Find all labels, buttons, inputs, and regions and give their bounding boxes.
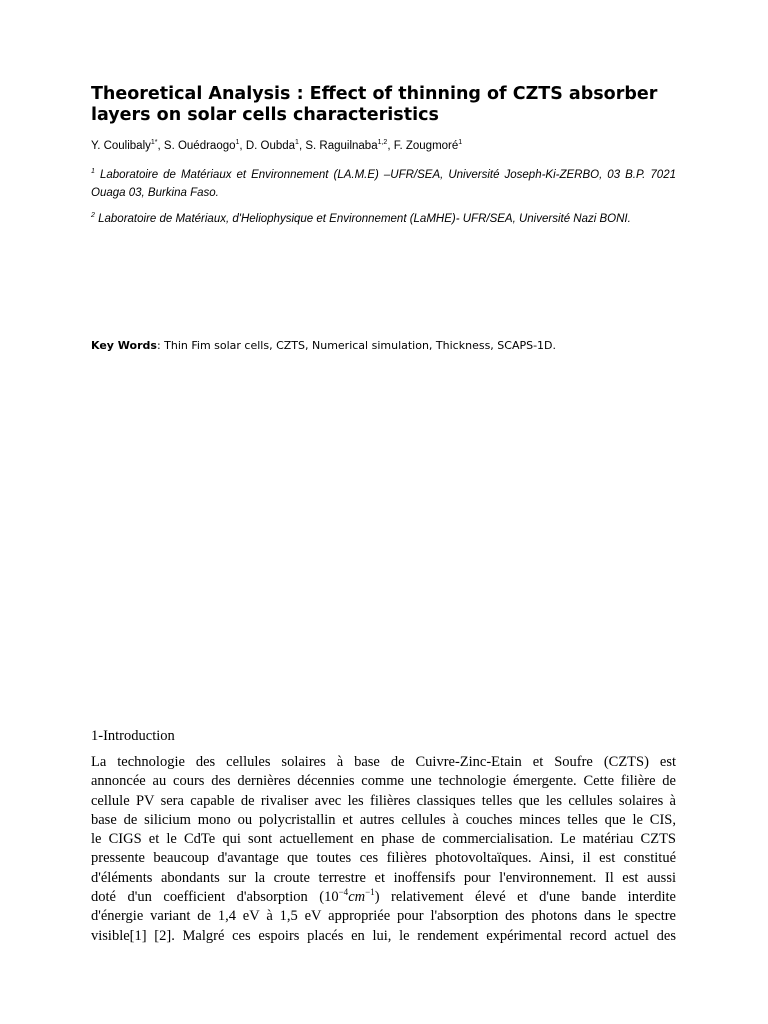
body-line: le CIGS et le CdTe qui sont actuellement en phase de commercialisation. Le matériau CZTS — [91, 831, 676, 848]
author: S. Ouédraogo$^1$, — [163, 139, 246, 152]
affiliation: $^1$ Laboratoire de Matériaux et Environnement (LA.M.E) –UFR/SEA, Université Joseph-Ki-ZERBO, 03 B.P. 7021 Ouaga 03, Burkina Faso. — [91, 168, 676, 199]
section-heading: 1-Introduction — [91, 728, 175, 744]
body-paragraph — [91, 753, 676, 946]
author: F. Zougmoré$^1$ — [393, 139, 463, 152]
body-line: La technologie des cellules solaires à base de Cuivre-Zinc-Etain et Soufre (CZTS) est — [91, 754, 676, 770]
author: D. Oubda$^1$, — [245, 139, 306, 152]
author: S. Raguilnaba$^{1,2}$, — [305, 139, 394, 152]
keywords — [91, 338, 681, 354]
affiliation: $^2$ Laboratoire de Matériaux, d'Heliophysique et Environnement (LaMHE)- UFR/SEA, Université Nazi BONI. — [91, 212, 631, 225]
absorption-coefficient-formula: $10^{-4}cm^{-1}$ — [324, 887, 375, 906]
author: Y. Coulibaly$^{1*}$, — [91, 139, 164, 152]
author-list — [91, 138, 681, 154]
body-line: d'éléments abondants sur la croute terrestre et inoffensifs pour l'environnement. Il est aussi — [91, 869, 676, 886]
body-line: base de silicium mono ou polycristallin et autres cellules à couches minces telles que le CIS, — [91, 811, 676, 828]
body-line: d'énergie variant de 1,4 eV à 1,5 eV appropriée pour l'absorption des photons dans le spectre — [91, 908, 676, 925]
body-line: pressente beaucoup d'avantage que toutes ces filières photovoltaïques. Ainsi, il est constitué — [91, 850, 676, 867]
body-line-with-formula: doté d'un coefficient d'absorption $(10^{-4}cm^{-1})$ relativement élevé et d'une bande interdite — [91, 887, 676, 906]
keywords-text: : Thin Fim solar cells, CZTS, Numerical simulation, Thickness, SCAPS-1D. — [156, 339, 557, 352]
body-line: cellule PV sera capable de rivaliser avec les filières classiques telles que les cellules solaires à — [91, 792, 676, 809]
keywords-label: Key Words — [91, 339, 157, 352]
paper-title: Theoretical Analysis : Effect of thinning of CZTS absorber layers on solar cells characteristics — [91, 84, 658, 125]
body-line: annoncée au cours des dernières décennies comme une technologie émergente. Cette filière de — [91, 773, 676, 790]
body-line: visible[1] [2]. Malgré ces espoirs placés en lui, le rendement expérimental record actuel des — [91, 927, 676, 944]
